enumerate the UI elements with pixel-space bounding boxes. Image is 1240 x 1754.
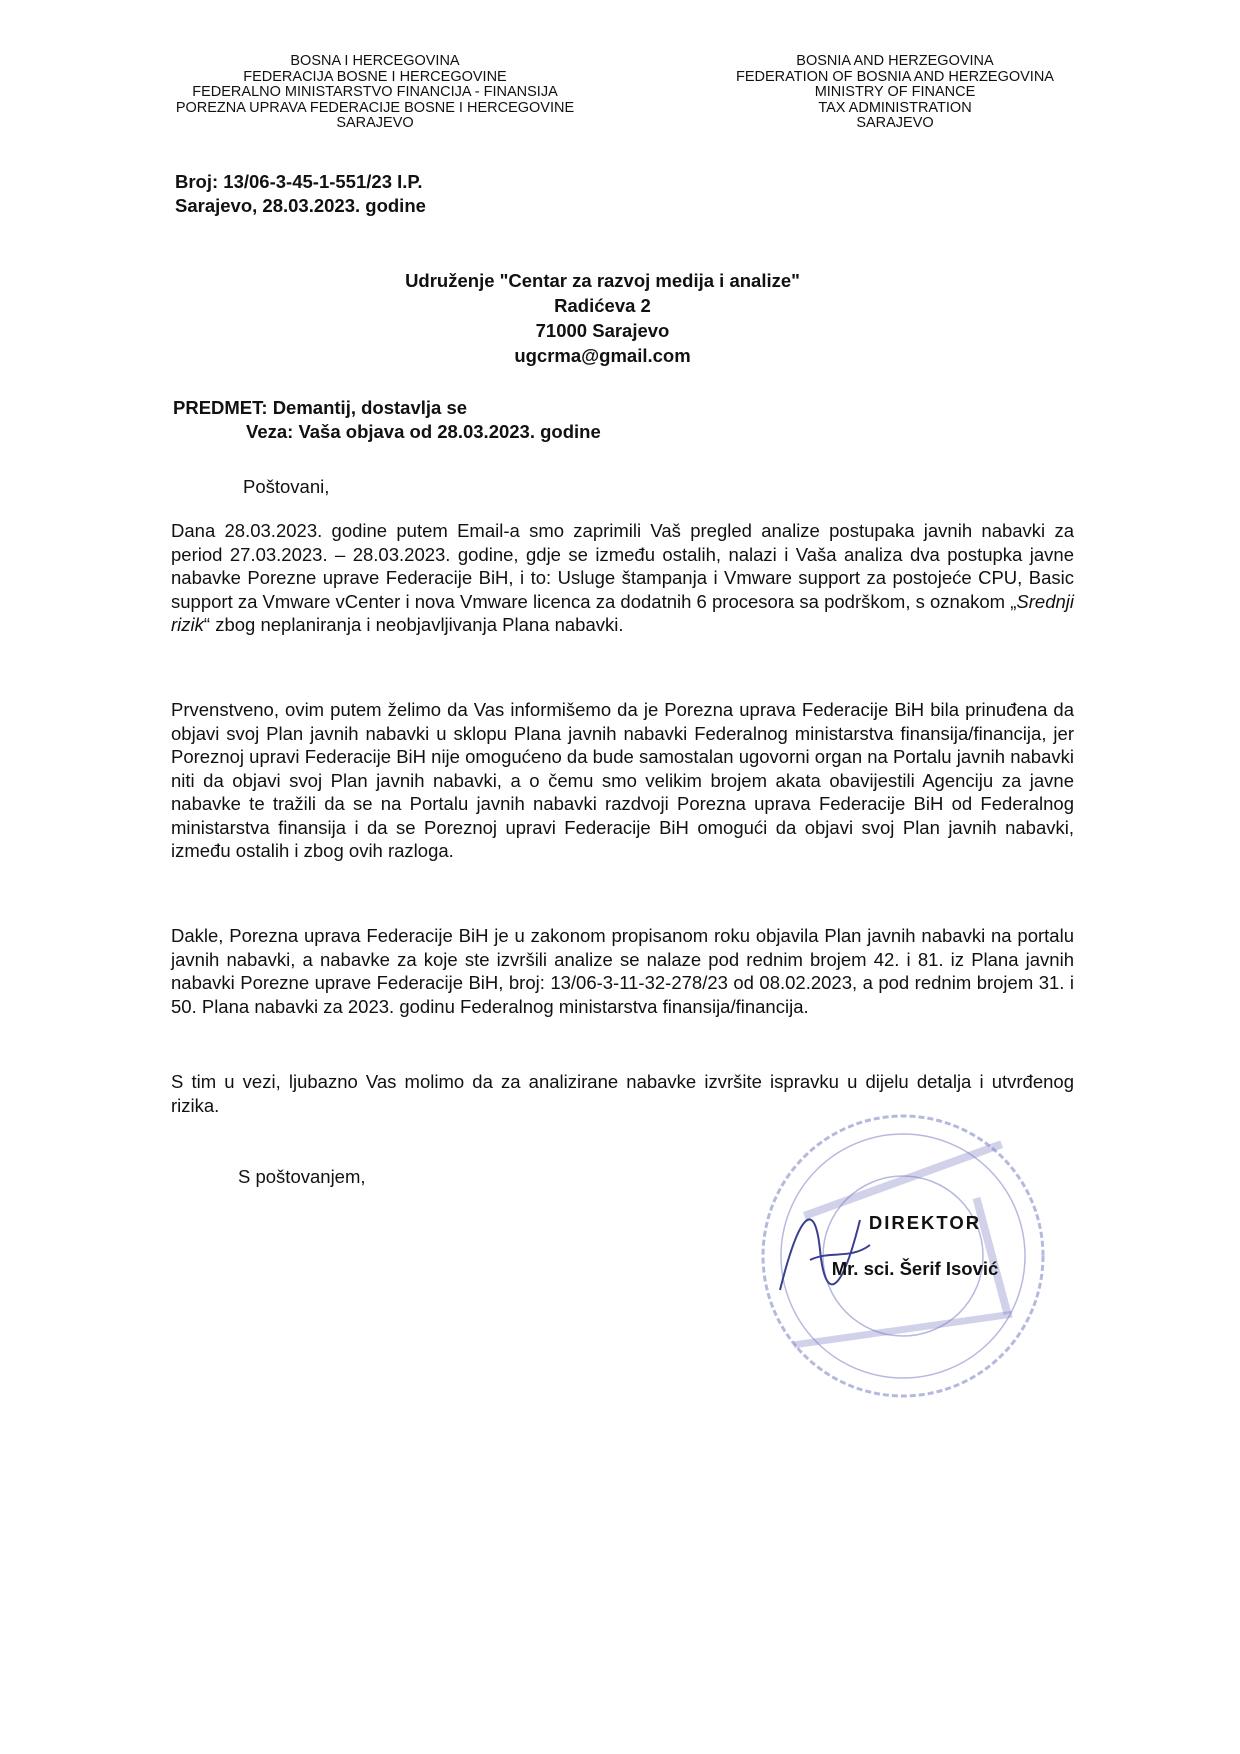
paragraph-1-text-a: Dana 28.03.2023. godine putem Email-a smo zaprimili Vaš pregled analize postupaka javnih nabavki za period 27.03.2023. – 28.03.2023. godine, gdje se između ostalih, nalazi i Vaša analiza dva postupka javne nabavke Porezne uprave Federacije BiH, i to: Usluge štampanja i Vmware support za postojeće CPU, Basic support za Vmware vCenter i nova Vmware licenca za dodatnih 6 procesora sa podrškom, s oznakom „ bbox=[171, 520, 1074, 612]
header-right-line: SARAJEVO bbox=[856, 115, 934, 131]
paragraph-2: Prvenstveno, ovim putem želimo da Vas informišemo da je Porezna uprava Federacije BiH bila prinuđena da objavi svoj Plan javnih nabavki u sklopu Plana javnih nabavki Federalnog ministarstva finansija/financija, jer Poreznoj upravi Federacije BiH nije omogućeno da bude samostalan ugovorni organ na Portalu javnih nabavki niti da objavi svoj Plan javnih nabavki, a o čemu smo velikim brojem akata obavijestili Agenciju za javne nabavke te tražili da se na Portalu javnih nabavki razdvoji Porezna uprava Federacije BiH od Federalnog ministarstva finansija i da se Poreznoj upravi Federacije BiH omogući da objavi svoj Plan javnih nabavki, između ostalih i zbog ovih razloga. bbox=[171, 699, 1074, 861]
header-right bbox=[695, 54, 1095, 132]
header-left-line: POREZNA UPRAVA FEDERACIJE BOSNE I HERCEGOVINE bbox=[175, 99, 575, 116]
header-right-line: TAX ADMINISTRATION bbox=[818, 99, 972, 116]
recipient-street: Radićeva 2 bbox=[554, 295, 651, 316]
signature-name: Mr. sci. Šerif Isović bbox=[831, 1258, 999, 1279]
header-right-line: MINISTRY OF FINANCE bbox=[814, 84, 976, 100]
paragraph-3: Dakle, Porezna uprava Federacije BiH je u zakonom propisanom roku objavila Plan javnih nabavki na portalu javnih nabavki, a nabavke za koje ste izvršili analize se nalaze pod rednim brojem 42. i 81. iz Plana javnih nabavki Porezne uprave Federacije BiH, broj: 13/06-3-11-32-278/23 od 08.02.2023, a pod rednim brojem 31. i 50. Plana nabavki za 2023. godinu Federalnog ministarstva finansija/financija. bbox=[171, 925, 1074, 1017]
salutation: Poštovani, bbox=[243, 476, 330, 497]
signature-icon bbox=[770, 1190, 880, 1310]
header-left bbox=[145, 54, 605, 132]
subject-block bbox=[173, 396, 601, 444]
header-left-line: FEDERALNO MINISTARSTVO FINANCIJA - FINANSIJA bbox=[192, 84, 558, 100]
paragraph-4: S tim u vezi, ljubazno Vas molimo da za analizirane nabavke izvršite ispravku u dijelu detalja i utvrđenog rizika. bbox=[171, 1071, 1074, 1116]
reference-block bbox=[175, 170, 426, 218]
header-right-line: BOSNIA AND HERZEGOVINA bbox=[796, 53, 994, 69]
reference-number: Broj: 13/06-3-45-1-551/23 I.P. bbox=[175, 171, 423, 192]
reference-line: Veza: Vaša objava od 28.03.2023. godine bbox=[246, 421, 601, 442]
header-left-line: BOSNA I HERCEGOVINA bbox=[290, 53, 460, 69]
header-right-line: FEDERATION OF BOSNIA AND HERZEGOVINA bbox=[736, 68, 1054, 85]
recipient-address bbox=[300, 268, 905, 368]
recipient-city: 71000 Sarajevo bbox=[535, 320, 670, 341]
header-left-line: SARAJEVO bbox=[336, 115, 414, 131]
subject-line: PREDMET: Demantij, dostavlja se bbox=[173, 397, 468, 418]
signature-title: DIREKTOR bbox=[868, 1212, 982, 1233]
closing: S poštovanjem, bbox=[238, 1166, 366, 1187]
paragraph-1 bbox=[171, 519, 1074, 637]
recipient-name: Udruženje "Centar za razvoj medija i analize" bbox=[405, 270, 800, 291]
header-left-line: FEDERACIJA BOSNE I HERCEGOVINE bbox=[243, 68, 507, 85]
recipient-email: ugcrma@gmail.com bbox=[514, 345, 691, 366]
paragraph-1-text-b: “ zbog neplaniranja i neobjavljivanja Plana nabavki. bbox=[203, 614, 624, 635]
reference-place-date: Sarajevo, 28.03.2023. godine bbox=[175, 195, 426, 216]
risk-label: Srednji rizik bbox=[171, 590, 1074, 635]
